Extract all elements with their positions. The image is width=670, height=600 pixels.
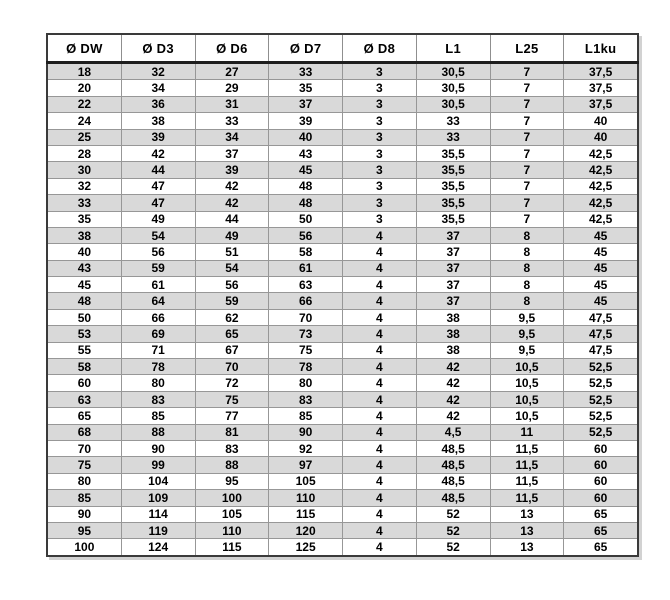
table-cell: 39 bbox=[195, 162, 269, 178]
table-cell: 110 bbox=[269, 490, 343, 506]
table-cell: 47,5 bbox=[564, 309, 638, 325]
table-cell: 43 bbox=[47, 260, 121, 276]
table-row bbox=[47, 539, 638, 556]
table-cell: 37 bbox=[195, 145, 269, 161]
table-cell: 70 bbox=[47, 440, 121, 456]
table-cell: 48,5 bbox=[416, 457, 490, 473]
table-cell: 60 bbox=[564, 440, 638, 456]
table-cell: 48 bbox=[47, 293, 121, 309]
table-header bbox=[47, 34, 638, 63]
table-cell: 35,5 bbox=[416, 178, 490, 194]
table-cell: 4 bbox=[343, 424, 417, 440]
table-cell: 11 bbox=[490, 424, 564, 440]
table-cell: 27 bbox=[195, 63, 269, 80]
table-cell: 37 bbox=[416, 244, 490, 260]
table-cell: 61 bbox=[121, 277, 195, 293]
table-cell: 119 bbox=[121, 522, 195, 538]
table-cell: 52,5 bbox=[564, 359, 638, 375]
table-cell: 70 bbox=[195, 359, 269, 375]
table-row bbox=[47, 473, 638, 489]
table-cell: 39 bbox=[269, 113, 343, 129]
table-cell: 4 bbox=[343, 391, 417, 407]
table-cell: 7 bbox=[490, 211, 564, 227]
table-cell: 7 bbox=[490, 129, 564, 145]
table-row bbox=[47, 506, 638, 522]
table-cell: 33 bbox=[416, 113, 490, 129]
table-cell: 35 bbox=[269, 80, 343, 96]
column-header: L1 bbox=[416, 34, 490, 63]
table-cell: 42,5 bbox=[564, 195, 638, 211]
table-cell: 37,5 bbox=[564, 80, 638, 96]
table-cell: 45 bbox=[269, 162, 343, 178]
table-cell: 40 bbox=[564, 113, 638, 129]
table-row bbox=[47, 244, 638, 260]
table-cell: 9,5 bbox=[490, 309, 564, 325]
table-cell: 32 bbox=[47, 178, 121, 194]
table-row bbox=[47, 96, 638, 112]
table-cell: 95 bbox=[195, 473, 269, 489]
table-cell: 45 bbox=[564, 277, 638, 293]
table-cell: 25 bbox=[47, 129, 121, 145]
table-cell: 70 bbox=[269, 309, 343, 325]
table-cell: 80 bbox=[121, 375, 195, 391]
table-cell: 30 bbox=[47, 162, 121, 178]
table-cell: 31 bbox=[195, 96, 269, 112]
table-row bbox=[47, 440, 638, 456]
table-row bbox=[47, 211, 638, 227]
table-cell: 4 bbox=[343, 342, 417, 358]
table-cell: 115 bbox=[195, 539, 269, 556]
table-cell: 11,5 bbox=[490, 440, 564, 456]
table-cell: 35,5 bbox=[416, 211, 490, 227]
table-cell: 124 bbox=[121, 539, 195, 556]
table-cell: 63 bbox=[47, 391, 121, 407]
table-cell: 73 bbox=[269, 326, 343, 342]
table-cell: 24 bbox=[47, 113, 121, 129]
table-cell: 10,5 bbox=[490, 391, 564, 407]
table-cell: 83 bbox=[195, 440, 269, 456]
table-cell: 13 bbox=[490, 522, 564, 538]
table-cell: 45 bbox=[47, 277, 121, 293]
column-header: Ø D6 bbox=[195, 34, 269, 63]
table-cell: 3 bbox=[343, 145, 417, 161]
table-cell: 67 bbox=[195, 342, 269, 358]
table-cell: 11,5 bbox=[490, 490, 564, 506]
table-cell: 75 bbox=[269, 342, 343, 358]
table-row bbox=[47, 162, 638, 178]
dimensions-table bbox=[46, 33, 639, 557]
table-cell: 65 bbox=[564, 506, 638, 522]
column-header: Ø D7 bbox=[269, 34, 343, 63]
table-cell: 42,5 bbox=[564, 211, 638, 227]
table-cell: 37 bbox=[416, 227, 490, 243]
table-cell: 40 bbox=[269, 129, 343, 145]
table-cell: 4 bbox=[343, 375, 417, 391]
table-cell: 59 bbox=[195, 293, 269, 309]
table-cell: 30,5 bbox=[416, 63, 490, 80]
table-cell: 11,5 bbox=[490, 473, 564, 489]
table-cell: 81 bbox=[195, 424, 269, 440]
table-cell: 4 bbox=[343, 227, 417, 243]
table-cell: 80 bbox=[47, 473, 121, 489]
table-row bbox=[47, 63, 638, 80]
table-cell: 45 bbox=[564, 293, 638, 309]
table-cell: 7 bbox=[490, 63, 564, 80]
table-cell: 75 bbox=[195, 391, 269, 407]
table-cell: 42 bbox=[195, 195, 269, 211]
table-cell: 53 bbox=[47, 326, 121, 342]
table-cell: 104 bbox=[121, 473, 195, 489]
table-cell: 88 bbox=[121, 424, 195, 440]
table-cell: 65 bbox=[564, 522, 638, 538]
table-cell: 9,5 bbox=[490, 342, 564, 358]
table-cell: 3 bbox=[343, 162, 417, 178]
table-row bbox=[47, 145, 638, 161]
table-cell: 72 bbox=[195, 375, 269, 391]
table-cell: 58 bbox=[269, 244, 343, 260]
table-row bbox=[47, 293, 638, 309]
table-cell: 50 bbox=[269, 211, 343, 227]
table-cell: 80 bbox=[269, 375, 343, 391]
table-cell: 45 bbox=[564, 244, 638, 260]
table-cell: 34 bbox=[195, 129, 269, 145]
table-cell: 4 bbox=[343, 522, 417, 538]
table-cell: 90 bbox=[269, 424, 343, 440]
table-cell: 34 bbox=[121, 80, 195, 96]
table-cell: 115 bbox=[269, 506, 343, 522]
table-cell: 13 bbox=[490, 539, 564, 556]
table-cell: 20 bbox=[47, 80, 121, 96]
table-cell: 45 bbox=[564, 227, 638, 243]
table-row bbox=[47, 391, 638, 407]
table-cell: 4 bbox=[343, 506, 417, 522]
table-cell: 7 bbox=[490, 113, 564, 129]
table-cell: 35,5 bbox=[416, 145, 490, 161]
table-row bbox=[47, 309, 638, 325]
table-cell: 52 bbox=[416, 522, 490, 538]
table-cell: 56 bbox=[269, 227, 343, 243]
table-row bbox=[47, 195, 638, 211]
table-cell: 3 bbox=[343, 113, 417, 129]
table-cell: 3 bbox=[343, 96, 417, 112]
table-row bbox=[47, 227, 638, 243]
table-cell: 60 bbox=[564, 457, 638, 473]
table-cell: 11,5 bbox=[490, 457, 564, 473]
table-cell: 85 bbox=[269, 408, 343, 424]
table-row bbox=[47, 408, 638, 424]
table-cell: 42,5 bbox=[564, 145, 638, 161]
table-cell: 40 bbox=[47, 244, 121, 260]
table-cell: 85 bbox=[121, 408, 195, 424]
table-cell: 8 bbox=[490, 293, 564, 309]
table-cell: 88 bbox=[195, 457, 269, 473]
table-cell: 48,5 bbox=[416, 440, 490, 456]
table-cell: 52,5 bbox=[564, 391, 638, 407]
table-cell: 37,5 bbox=[564, 96, 638, 112]
table-cell: 120 bbox=[269, 522, 343, 538]
table-cell: 48,5 bbox=[416, 473, 490, 489]
column-header: Ø D3 bbox=[121, 34, 195, 63]
table-cell: 105 bbox=[269, 473, 343, 489]
table-cell: 3 bbox=[343, 63, 417, 80]
table-cell: 28 bbox=[47, 145, 121, 161]
column-header: Ø DW bbox=[47, 34, 121, 63]
table-cell: 43 bbox=[269, 145, 343, 161]
table-cell: 30,5 bbox=[416, 80, 490, 96]
table-cell: 4,5 bbox=[416, 424, 490, 440]
table-cell: 37,5 bbox=[564, 63, 638, 80]
table-cell: 4 bbox=[343, 359, 417, 375]
table-cell: 47,5 bbox=[564, 326, 638, 342]
table-cell: 52,5 bbox=[564, 424, 638, 440]
table-cell: 65 bbox=[564, 539, 638, 556]
table-row bbox=[47, 522, 638, 538]
table-cell: 83 bbox=[121, 391, 195, 407]
table-cell: 8 bbox=[490, 260, 564, 276]
table-cell: 68 bbox=[47, 424, 121, 440]
table-cell: 52,5 bbox=[564, 375, 638, 391]
table-row bbox=[47, 260, 638, 276]
table-cell: 42 bbox=[416, 375, 490, 391]
table-cell: 90 bbox=[121, 440, 195, 456]
table-cell: 33 bbox=[269, 63, 343, 80]
table-cell: 38 bbox=[47, 227, 121, 243]
table-cell: 64 bbox=[121, 293, 195, 309]
table-row bbox=[47, 375, 638, 391]
column-header: L25 bbox=[490, 34, 564, 63]
table-cell: 78 bbox=[121, 359, 195, 375]
table-cell: 10,5 bbox=[490, 408, 564, 424]
table-cell: 99 bbox=[121, 457, 195, 473]
table-cell: 63 bbox=[269, 277, 343, 293]
table-cell: 4 bbox=[343, 293, 417, 309]
table-cell: 83 bbox=[269, 391, 343, 407]
table-cell: 50 bbox=[47, 309, 121, 325]
table-cell: 48,5 bbox=[416, 490, 490, 506]
table-cell: 37 bbox=[416, 277, 490, 293]
table-cell: 56 bbox=[195, 277, 269, 293]
table-cell: 47,5 bbox=[564, 342, 638, 358]
table-cell: 4 bbox=[343, 277, 417, 293]
table-cell: 52 bbox=[416, 506, 490, 522]
table-cell: 42 bbox=[195, 178, 269, 194]
table-cell: 30,5 bbox=[416, 96, 490, 112]
table-row bbox=[47, 457, 638, 473]
table-cell: 114 bbox=[121, 506, 195, 522]
table-container bbox=[46, 33, 639, 557]
table-cell: 4 bbox=[343, 473, 417, 489]
table-row bbox=[47, 277, 638, 293]
table-cell: 100 bbox=[47, 539, 121, 556]
table-cell: 95 bbox=[47, 522, 121, 538]
table-cell: 7 bbox=[490, 96, 564, 112]
table-cell: 85 bbox=[47, 490, 121, 506]
table-cell: 7 bbox=[490, 195, 564, 211]
table-cell: 49 bbox=[121, 211, 195, 227]
table-cell: 7 bbox=[490, 178, 564, 194]
table-cell: 51 bbox=[195, 244, 269, 260]
table-body bbox=[47, 63, 638, 556]
table-row bbox=[47, 326, 638, 342]
table-cell: 69 bbox=[121, 326, 195, 342]
table-cell: 58 bbox=[47, 359, 121, 375]
table-cell: 59 bbox=[121, 260, 195, 276]
table-row bbox=[47, 342, 638, 358]
table-cell: 62 bbox=[195, 309, 269, 325]
table-cell: 40 bbox=[564, 129, 638, 145]
table-cell: 4 bbox=[343, 260, 417, 276]
table-cell: 8 bbox=[490, 227, 564, 243]
table-cell: 35,5 bbox=[416, 162, 490, 178]
table-cell: 3 bbox=[343, 129, 417, 145]
table-row bbox=[47, 490, 638, 506]
table-cell: 48 bbox=[269, 178, 343, 194]
table-cell: 35 bbox=[47, 211, 121, 227]
table-cell: 9,5 bbox=[490, 326, 564, 342]
table-cell: 42 bbox=[416, 359, 490, 375]
table-cell: 60 bbox=[564, 490, 638, 506]
table-cell: 8 bbox=[490, 277, 564, 293]
table-cell: 22 bbox=[47, 96, 121, 112]
table-cell: 35,5 bbox=[416, 195, 490, 211]
table-cell: 3 bbox=[343, 178, 417, 194]
column-header: Ø D8 bbox=[343, 34, 417, 63]
table-cell: 52 bbox=[416, 539, 490, 556]
table-cell: 7 bbox=[490, 145, 564, 161]
table-cell: 44 bbox=[121, 162, 195, 178]
table-cell: 92 bbox=[269, 440, 343, 456]
table-row bbox=[47, 424, 638, 440]
table-cell: 42,5 bbox=[564, 178, 638, 194]
table-cell: 8 bbox=[490, 244, 564, 260]
table-cell: 33 bbox=[416, 129, 490, 145]
table-cell: 77 bbox=[195, 408, 269, 424]
table-cell: 65 bbox=[47, 408, 121, 424]
table-cell: 44 bbox=[195, 211, 269, 227]
table-row bbox=[47, 178, 638, 194]
table-cell: 37 bbox=[269, 96, 343, 112]
table-cell: 55 bbox=[47, 342, 121, 358]
table-cell: 4 bbox=[343, 244, 417, 260]
table-cell: 66 bbox=[269, 293, 343, 309]
table-cell: 4 bbox=[343, 457, 417, 473]
table-cell: 4 bbox=[343, 326, 417, 342]
table-cell: 38 bbox=[121, 113, 195, 129]
table-cell: 90 bbox=[47, 506, 121, 522]
table-cell: 36 bbox=[121, 96, 195, 112]
table-cell: 4 bbox=[343, 539, 417, 556]
table-row bbox=[47, 129, 638, 145]
table-cell: 60 bbox=[47, 375, 121, 391]
table-cell: 109 bbox=[121, 490, 195, 506]
table-cell: 18 bbox=[47, 63, 121, 80]
table-cell: 4 bbox=[343, 440, 417, 456]
table-cell: 29 bbox=[195, 80, 269, 96]
table-cell: 4 bbox=[343, 309, 417, 325]
table-cell: 105 bbox=[195, 506, 269, 522]
table-cell: 38 bbox=[416, 342, 490, 358]
table-cell: 33 bbox=[47, 195, 121, 211]
table-cell: 4 bbox=[343, 408, 417, 424]
table-cell: 38 bbox=[416, 326, 490, 342]
table-cell: 39 bbox=[121, 129, 195, 145]
table-row bbox=[47, 113, 638, 129]
table-cell: 3 bbox=[343, 195, 417, 211]
table-cell: 60 bbox=[564, 473, 638, 489]
table-cell: 100 bbox=[195, 490, 269, 506]
table-row bbox=[47, 359, 638, 375]
table-cell: 71 bbox=[121, 342, 195, 358]
table-cell: 3 bbox=[343, 211, 417, 227]
table-cell: 45 bbox=[564, 260, 638, 276]
table-cell: 61 bbox=[269, 260, 343, 276]
table-cell: 54 bbox=[121, 227, 195, 243]
table-cell: 52,5 bbox=[564, 408, 638, 424]
table-cell: 75 bbox=[47, 457, 121, 473]
table-cell: 56 bbox=[121, 244, 195, 260]
table-cell: 78 bbox=[269, 359, 343, 375]
column-header: L1ku bbox=[564, 34, 638, 63]
table-cell: 48 bbox=[269, 195, 343, 211]
table-cell: 38 bbox=[416, 309, 490, 325]
table-row bbox=[47, 80, 638, 96]
table-cell: 13 bbox=[490, 506, 564, 522]
table-cell: 37 bbox=[416, 293, 490, 309]
table-cell: 54 bbox=[195, 260, 269, 276]
table-cell: 42,5 bbox=[564, 162, 638, 178]
table-cell: 47 bbox=[121, 178, 195, 194]
table-cell: 42 bbox=[121, 145, 195, 161]
table-cell: 42 bbox=[416, 408, 490, 424]
table-cell: 125 bbox=[269, 539, 343, 556]
table-cell: 4 bbox=[343, 490, 417, 506]
table-cell: 37 bbox=[416, 260, 490, 276]
table-cell: 42 bbox=[416, 391, 490, 407]
table-cell: 49 bbox=[195, 227, 269, 243]
table-cell: 3 bbox=[343, 80, 417, 96]
table-cell: 97 bbox=[269, 457, 343, 473]
table-cell: 7 bbox=[490, 162, 564, 178]
table-cell: 32 bbox=[121, 63, 195, 80]
table-cell: 10,5 bbox=[490, 359, 564, 375]
table-cell: 110 bbox=[195, 522, 269, 538]
header-row bbox=[47, 34, 638, 63]
table-cell: 66 bbox=[121, 309, 195, 325]
table-cell: 10,5 bbox=[490, 375, 564, 391]
table-cell: 7 bbox=[490, 80, 564, 96]
table-cell: 47 bbox=[121, 195, 195, 211]
table-cell: 33 bbox=[195, 113, 269, 129]
table-cell: 65 bbox=[195, 326, 269, 342]
